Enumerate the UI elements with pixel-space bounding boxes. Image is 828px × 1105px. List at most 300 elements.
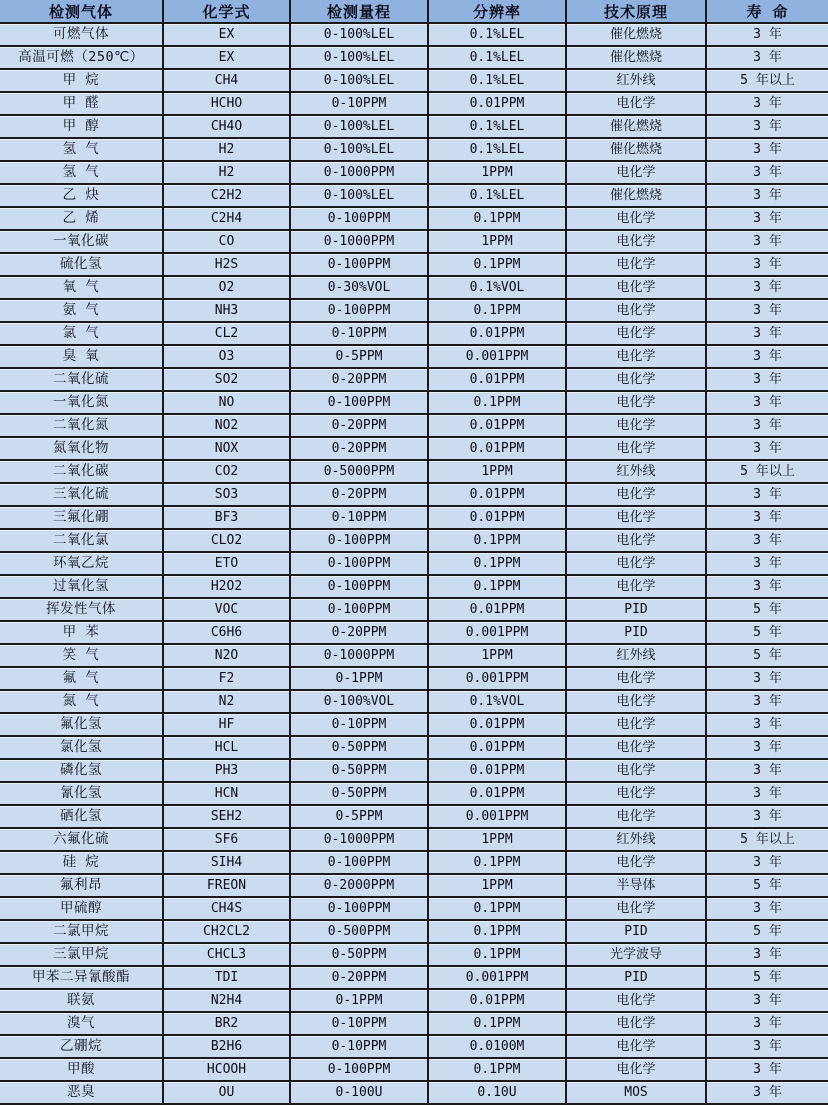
cell-range: 0-50PPM <box>290 782 428 805</box>
cell-resolution: 0.1%LEL <box>428 69 566 92</box>
col-header-formula: 化学式 <box>163 0 290 23</box>
cell-principle: 红外线 <box>566 69 706 92</box>
cell-formula: EX <box>163 23 290 46</box>
cell-resolution: 1PPM <box>428 874 566 897</box>
cell-resolution: 0.1%VOL <box>428 690 566 713</box>
cell-resolution: 0.01PPM <box>428 782 566 805</box>
cell-principle: 电化学 <box>566 437 706 460</box>
cell-range: 0-100%LEL <box>290 115 428 138</box>
cell-range: 0-5PPM <box>290 805 428 828</box>
cell-principle: 电化学 <box>566 276 706 299</box>
table-row <box>0 230 828 253</box>
cell-range: 0-10PPM <box>290 92 428 115</box>
cell-principle: 半导体 <box>566 874 706 897</box>
cell-principle: 电化学 <box>566 253 706 276</box>
cell-lifespan: 3 年 <box>706 23 828 46</box>
cell-formula: C2H4 <box>163 207 290 230</box>
cell-resolution: 0.1PPM <box>428 207 566 230</box>
cell-resolution: 0.1%VOL <box>428 276 566 299</box>
cell-range: 0-100PPM <box>290 1058 428 1081</box>
cell-range: 0-100PPM <box>290 253 428 276</box>
cell-principle: 催化燃烧 <box>566 115 706 138</box>
table-row <box>0 1035 828 1058</box>
cell-formula: H2 <box>163 138 290 161</box>
table-row <box>0 46 828 69</box>
cell-lifespan: 3 年 <box>706 92 828 115</box>
cell-lifespan: 3 年 <box>706 391 828 414</box>
cell-formula: TDI <box>163 966 290 989</box>
cell-gas: 氟化氢 <box>0 713 163 736</box>
cell-lifespan: 3 年 <box>706 115 828 138</box>
cell-formula: C6H6 <box>163 621 290 644</box>
cell-resolution: 0.1PPM <box>428 529 566 552</box>
cell-resolution: 1PPM <box>428 644 566 667</box>
cell-lifespan: 3 年 <box>706 667 828 690</box>
cell-lifespan: 3 年 <box>706 345 828 368</box>
cell-resolution: 0.1%LEL <box>428 46 566 69</box>
cell-gas: 六氟化硫 <box>0 828 163 851</box>
cell-gas: 二氯甲烷 <box>0 920 163 943</box>
cell-lifespan: 3 年 <box>706 184 828 207</box>
cell-resolution: 0.001PPM <box>428 621 566 644</box>
cell-gas: 氯化氢 <box>0 736 163 759</box>
cell-resolution: 0.01PPM <box>428 713 566 736</box>
table-row <box>0 575 828 598</box>
cell-formula: C2H2 <box>163 184 290 207</box>
cell-principle: 电化学 <box>566 851 706 874</box>
cell-principle: 电化学 <box>566 345 706 368</box>
cell-lifespan: 3 年 <box>706 1035 828 1058</box>
table-row <box>0 391 828 414</box>
cell-range: 0-50PPM <box>290 736 428 759</box>
cell-gas: 溴气 <box>0 1012 163 1035</box>
cell-lifespan: 3 年 <box>706 897 828 920</box>
cell-gas: 乙硼烷 <box>0 1035 163 1058</box>
cell-formula: BF3 <box>163 506 290 529</box>
cell-formula: NO <box>163 391 290 414</box>
cell-range: 0-100PPM <box>290 598 428 621</box>
table-row <box>0 299 828 322</box>
table-row <box>0 253 828 276</box>
cell-gas: 恶臭 <box>0 1081 163 1104</box>
cell-formula: NO2 <box>163 414 290 437</box>
cell-gas: 二氧化氯 <box>0 529 163 552</box>
cell-formula: N2 <box>163 690 290 713</box>
cell-resolution: 0.1PPM <box>428 299 566 322</box>
cell-gas: 二氧化氮 <box>0 414 163 437</box>
cell-formula: B2H6 <box>163 1035 290 1058</box>
table-row <box>0 276 828 299</box>
cell-principle: 红外线 <box>566 828 706 851</box>
cell-lifespan: 5 年 <box>706 874 828 897</box>
table-row <box>0 138 828 161</box>
cell-principle: 电化学 <box>566 667 706 690</box>
table-row <box>0 483 828 506</box>
cell-gas: 甲硫醇 <box>0 897 163 920</box>
table-row <box>0 69 828 92</box>
table-row <box>0 644 828 667</box>
cell-lifespan: 3 年 <box>706 989 828 1012</box>
cell-lifespan: 3 年 <box>706 506 828 529</box>
cell-principle: 电化学 <box>566 1035 706 1058</box>
cell-formula: SO3 <box>163 483 290 506</box>
cell-gas: 甲苯二异氰酸酯 <box>0 966 163 989</box>
cell-resolution: 0.1PPM <box>428 851 566 874</box>
cell-range: 0-1000PPM <box>290 230 428 253</box>
cell-range: 0-10PPM <box>290 322 428 345</box>
cell-gas: 三氟化硼 <box>0 506 163 529</box>
cell-principle: 红外线 <box>566 644 706 667</box>
cell-gas: 甲 苯 <box>0 621 163 644</box>
cell-range: 0-5000PPM <box>290 460 428 483</box>
cell-lifespan: 3 年 <box>706 851 828 874</box>
cell-lifespan: 5 年以上 <box>706 828 828 851</box>
cell-range: 0-1000PPM <box>290 828 428 851</box>
table-row <box>0 1081 828 1104</box>
cell-range: 0-100%LEL <box>290 138 428 161</box>
table-row <box>0 506 828 529</box>
cell-formula: N2O <box>163 644 290 667</box>
table-row <box>0 460 828 483</box>
cell-gas: 过氧化氢 <box>0 575 163 598</box>
cell-range: 0-1000PPM <box>290 161 428 184</box>
cell-gas: 氮 气 <box>0 690 163 713</box>
cell-range: 0-10PPM <box>290 1012 428 1035</box>
cell-range: 0-50PPM <box>290 759 428 782</box>
cell-gas: 高温可燃（250℃） <box>0 46 163 69</box>
cell-resolution: 0.1%LEL <box>428 115 566 138</box>
cell-resolution: 0.01PPM <box>428 598 566 621</box>
cell-principle: 电化学 <box>566 575 706 598</box>
cell-principle: 电化学 <box>566 230 706 253</box>
table-row <box>0 667 828 690</box>
cell-principle: 电化学 <box>566 1012 706 1035</box>
cell-range: 0-30%VOL <box>290 276 428 299</box>
cell-principle: 红外线 <box>566 460 706 483</box>
col-header-gas: 检测气体 <box>0 0 163 23</box>
cell-gas: 三氯甲烷 <box>0 943 163 966</box>
cell-formula: EX <box>163 46 290 69</box>
cell-gas: 硒化氢 <box>0 805 163 828</box>
cell-range: 0-10PPM <box>290 506 428 529</box>
cell-formula: FREON <box>163 874 290 897</box>
cell-principle: PID <box>566 598 706 621</box>
cell-principle: 催化燃烧 <box>566 184 706 207</box>
cell-lifespan: 3 年 <box>706 1012 828 1035</box>
table-row <box>0 897 828 920</box>
cell-principle: 电化学 <box>566 207 706 230</box>
cell-range: 0-100U <box>290 1081 428 1104</box>
cell-gas: 甲酸 <box>0 1058 163 1081</box>
cell-range: 0-100PPM <box>290 897 428 920</box>
cell-lifespan: 3 年 <box>706 368 828 391</box>
cell-lifespan: 3 年 <box>706 575 828 598</box>
col-header-principle: 技术原理 <box>566 0 706 23</box>
cell-resolution: 0.1PPM <box>428 1012 566 1035</box>
table-row <box>0 966 828 989</box>
cell-resolution: 1PPM <box>428 460 566 483</box>
cell-gas: 二氧化硫 <box>0 368 163 391</box>
cell-resolution: 0.1PPM <box>428 552 566 575</box>
table-row <box>0 345 828 368</box>
cell-gas: 二氧化碳 <box>0 460 163 483</box>
cell-formula: SIH4 <box>163 851 290 874</box>
table-row <box>0 552 828 575</box>
cell-lifespan: 3 年 <box>706 1081 828 1104</box>
cell-range: 0-10PPM <box>290 713 428 736</box>
table-row <box>0 322 828 345</box>
cell-range: 0-20PPM <box>290 437 428 460</box>
cell-lifespan: 5 年 <box>706 621 828 644</box>
col-header-resolution: 分辨率 <box>428 0 566 23</box>
cell-lifespan: 3 年 <box>706 552 828 575</box>
cell-gas: 硅 烷 <box>0 851 163 874</box>
cell-principle: PID <box>566 966 706 989</box>
cell-principle: 电化学 <box>566 529 706 552</box>
cell-gas: 氢 气 <box>0 138 163 161</box>
cell-principle: 电化学 <box>566 805 706 828</box>
cell-lifespan: 3 年 <box>706 782 828 805</box>
cell-formula: CO2 <box>163 460 290 483</box>
cell-formula: H2S <box>163 253 290 276</box>
cell-range: 0-50PPM <box>290 943 428 966</box>
cell-range: 0-1000PPM <box>290 644 428 667</box>
cell-resolution: 0.01PPM <box>428 736 566 759</box>
cell-formula: CH4O <box>163 115 290 138</box>
cell-range: 0-100PPM <box>290 529 428 552</box>
cell-formula: HCL <box>163 736 290 759</box>
cell-resolution: 0.01PPM <box>428 989 566 1012</box>
cell-formula: F2 <box>163 667 290 690</box>
cell-principle: 电化学 <box>566 322 706 345</box>
cell-gas: 氰化氢 <box>0 782 163 805</box>
cell-gas: 氧 气 <box>0 276 163 299</box>
cell-formula: O3 <box>163 345 290 368</box>
cell-lifespan: 3 年 <box>706 736 828 759</box>
table-row <box>0 828 828 851</box>
cell-range: 0-100%LEL <box>290 46 428 69</box>
cell-formula: HCN <box>163 782 290 805</box>
cell-principle: 电化学 <box>566 391 706 414</box>
cell-range: 0-100PPM <box>290 391 428 414</box>
cell-lifespan: 5 年 <box>706 644 828 667</box>
cell-lifespan: 5 年 <box>706 966 828 989</box>
cell-lifespan: 3 年 <box>706 437 828 460</box>
table-row <box>0 1058 828 1081</box>
table-row <box>0 23 828 46</box>
cell-formula: CH4 <box>163 69 290 92</box>
cell-formula: H2 <box>163 161 290 184</box>
cell-gas: 联氨 <box>0 989 163 1012</box>
cell-gas: 氮氧化物 <box>0 437 163 460</box>
cell-principle: PID <box>566 621 706 644</box>
cell-gas: 氢 气 <box>0 161 163 184</box>
cell-lifespan: 3 年 <box>706 253 828 276</box>
cell-principle: 电化学 <box>566 1058 706 1081</box>
cell-formula: N2H4 <box>163 989 290 1012</box>
table-row <box>0 713 828 736</box>
cell-lifespan: 3 年 <box>706 299 828 322</box>
table-row <box>0 529 828 552</box>
cell-range: 0-20PPM <box>290 368 428 391</box>
cell-formula: SO2 <box>163 368 290 391</box>
table-row <box>0 736 828 759</box>
table-row <box>0 874 828 897</box>
table-row <box>0 805 828 828</box>
cell-resolution: 0.1PPM <box>428 253 566 276</box>
cell-resolution: 0.001PPM <box>428 345 566 368</box>
cell-lifespan: 3 年 <box>706 161 828 184</box>
table-row <box>0 759 828 782</box>
table-row <box>0 414 828 437</box>
cell-resolution: 0.10U <box>428 1081 566 1104</box>
cell-principle: 电化学 <box>566 299 706 322</box>
cell-resolution: 0.01PPM <box>428 506 566 529</box>
cell-range: 0-2000PPM <box>290 874 428 897</box>
cell-formula: NOX <box>163 437 290 460</box>
cell-resolution: 0.01PPM <box>428 759 566 782</box>
col-header-range: 检测量程 <box>290 0 428 23</box>
cell-range: 0-10PPM <box>290 1035 428 1058</box>
cell-range: 0-100PPM <box>290 299 428 322</box>
cell-formula: ETO <box>163 552 290 575</box>
cell-resolution: 0.01PPM <box>428 322 566 345</box>
cell-gas: 可燃气体 <box>0 23 163 46</box>
cell-range: 0-100PPM <box>290 851 428 874</box>
cell-lifespan: 5 年 <box>706 920 828 943</box>
table-row <box>0 851 828 874</box>
cell-formula: CH2CL2 <box>163 920 290 943</box>
cell-gas: 环氧乙烷 <box>0 552 163 575</box>
cell-lifespan: 3 年 <box>706 529 828 552</box>
cell-range: 0-5PPM <box>290 345 428 368</box>
table-row <box>0 782 828 805</box>
table-row <box>0 437 828 460</box>
cell-resolution: 1PPM <box>428 828 566 851</box>
cell-lifespan: 3 年 <box>706 690 828 713</box>
cell-principle: 电化学 <box>566 161 706 184</box>
cell-principle: 催化燃烧 <box>566 23 706 46</box>
cell-lifespan: 3 年 <box>706 1058 828 1081</box>
cell-range: 0-1PPM <box>290 989 428 1012</box>
cell-formula: CH4S <box>163 897 290 920</box>
cell-principle: 电化学 <box>566 759 706 782</box>
cell-gas: 氟 气 <box>0 667 163 690</box>
table-row <box>0 368 828 391</box>
cell-resolution: 0.01PPM <box>428 437 566 460</box>
cell-resolution: 1PPM <box>428 230 566 253</box>
table-row <box>0 943 828 966</box>
cell-formula: O2 <box>163 276 290 299</box>
cell-gas: 乙 烯 <box>0 207 163 230</box>
cell-principle: 电化学 <box>566 483 706 506</box>
cell-range: 0-20PPM <box>290 621 428 644</box>
cell-lifespan: 3 年 <box>706 46 828 69</box>
cell-gas: 一氧化氮 <box>0 391 163 414</box>
cell-principle: 电化学 <box>566 989 706 1012</box>
cell-gas: 臭 氧 <box>0 345 163 368</box>
cell-lifespan: 3 年 <box>706 483 828 506</box>
cell-resolution: 0.001PPM <box>428 966 566 989</box>
cell-range: 0-500PPM <box>290 920 428 943</box>
cell-formula: CHCL3 <box>163 943 290 966</box>
cell-resolution: 0.1%LEL <box>428 184 566 207</box>
cell-resolution: 0.01PPM <box>428 92 566 115</box>
cell-gas: 氨 气 <box>0 299 163 322</box>
cell-principle: 电化学 <box>566 897 706 920</box>
cell-formula: NH3 <box>163 299 290 322</box>
cell-formula: SEH2 <box>163 805 290 828</box>
cell-range: 0-100%LEL <box>290 184 428 207</box>
cell-resolution: 0.1PPM <box>428 897 566 920</box>
cell-range: 0-20PPM <box>290 483 428 506</box>
cell-lifespan: 5 年以上 <box>706 460 828 483</box>
cell-range: 0-100%LEL <box>290 69 428 92</box>
cell-formula: OU <box>163 1081 290 1104</box>
cell-formula: HCHO <box>163 92 290 115</box>
cell-resolution: 0.1%LEL <box>428 138 566 161</box>
table-row <box>0 92 828 115</box>
header-row <box>0 0 828 23</box>
cell-gas: 甲 醛 <box>0 92 163 115</box>
cell-gas: 笑 气 <box>0 644 163 667</box>
cell-formula: CO <box>163 230 290 253</box>
cell-principle: 电化学 <box>566 736 706 759</box>
cell-formula: CLO2 <box>163 529 290 552</box>
cell-lifespan: 3 年 <box>706 322 828 345</box>
cell-range: 0-1PPM <box>290 667 428 690</box>
cell-lifespan: 3 年 <box>706 805 828 828</box>
cell-principle: 电化学 <box>566 414 706 437</box>
cell-principle: 催化燃烧 <box>566 46 706 69</box>
cell-resolution: 1PPM <box>428 161 566 184</box>
cell-lifespan: 3 年 <box>706 943 828 966</box>
cell-lifespan: 3 年 <box>706 207 828 230</box>
cell-gas: 氟利昂 <box>0 874 163 897</box>
cell-range: 0-20PPM <box>290 414 428 437</box>
cell-formula: PH3 <box>163 759 290 782</box>
cell-resolution: 0.001PPM <box>428 805 566 828</box>
table-row <box>0 184 828 207</box>
cell-lifespan: 3 年 <box>706 713 828 736</box>
cell-resolution: 0.1PPM <box>428 391 566 414</box>
cell-gas: 氯 气 <box>0 322 163 345</box>
cell-principle: 电化学 <box>566 690 706 713</box>
cell-lifespan: 3 年 <box>706 230 828 253</box>
table-row <box>0 161 828 184</box>
cell-gas: 甲 醇 <box>0 115 163 138</box>
table-row <box>0 207 828 230</box>
cell-gas: 硫化氢 <box>0 253 163 276</box>
cell-range: 0-100PPM <box>290 575 428 598</box>
cell-resolution: 0.1PPM <box>428 920 566 943</box>
cell-formula: HF <box>163 713 290 736</box>
cell-gas: 三氧化硫 <box>0 483 163 506</box>
cell-range: 0-100%LEL <box>290 23 428 46</box>
cell-resolution: 0.01PPM <box>428 368 566 391</box>
cell-range: 0-100PPM <box>290 552 428 575</box>
cell-principle: 光学波导 <box>566 943 706 966</box>
cell-resolution: 0.1PPM <box>428 943 566 966</box>
cell-lifespan: 3 年 <box>706 759 828 782</box>
table-row <box>0 1012 828 1035</box>
cell-range: 0-100PPM <box>290 207 428 230</box>
cell-formula: H2O2 <box>163 575 290 598</box>
cell-formula: SF6 <box>163 828 290 851</box>
cell-lifespan: 3 年 <box>706 138 828 161</box>
cell-principle: 电化学 <box>566 782 706 805</box>
table-body <box>0 23 828 1104</box>
